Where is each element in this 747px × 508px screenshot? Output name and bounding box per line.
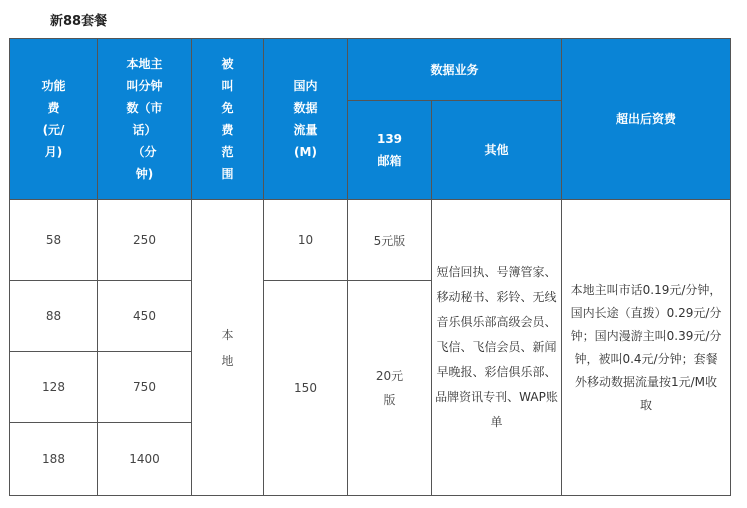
mail-cell: 5元版 bbox=[348, 200, 432, 281]
fee-cell: 58 bbox=[10, 200, 98, 281]
minutes-cell: 750 bbox=[98, 352, 192, 423]
header-data-service: 数据业务 bbox=[348, 39, 562, 101]
minutes-cell: 250 bbox=[98, 200, 192, 281]
fee-cell: 188 bbox=[10, 423, 98, 496]
header-139-mail: 139 邮箱 bbox=[348, 101, 432, 200]
mail-cell: 20元 版 bbox=[348, 281, 432, 496]
fee-cell: 88 bbox=[10, 281, 98, 352]
other-services-cell: 短信回执、号簿管家、移动秘书、彩铃、无线音乐俱乐部高级会员、飞信、飞信会员、新闻早晚报、彩信俱乐部、品牌资讯专刊、WAP账单 bbox=[432, 200, 562, 496]
header-fee: 功能 费 (元/ 月) bbox=[10, 39, 98, 200]
minutes-cell: 450 bbox=[98, 281, 192, 352]
header-free-range: 被 叫 免 费 范 围 bbox=[192, 39, 264, 200]
header-overage: 超出后资费 bbox=[562, 39, 731, 200]
tariff-table bbox=[9, 38, 731, 496]
page-title: 新88套餐 bbox=[50, 14, 108, 29]
header-other: 其他 bbox=[432, 101, 562, 200]
table-row bbox=[10, 200, 731, 281]
header-data-flow: 国内 数据 流量 (M) bbox=[264, 39, 348, 200]
header-local-minutes: 本地主 叫分钟 数（市 话） （分 钟) bbox=[98, 39, 192, 200]
free-range-cell: 本 地 bbox=[192, 200, 264, 496]
flow-cell: 10 bbox=[264, 200, 348, 281]
minutes-cell: 1400 bbox=[98, 423, 192, 496]
fee-cell: 128 bbox=[10, 352, 98, 423]
flow-cell: 150 bbox=[264, 281, 348, 496]
overage-cell: 本地主叫市话0.19元/分钟，国内长途（直拨）0.29元/分钟；国内漫游主叫0.39元/分钟，被叫0.4元/分钟；套餐外移动数据流量按1元/M收取 bbox=[562, 200, 731, 496]
